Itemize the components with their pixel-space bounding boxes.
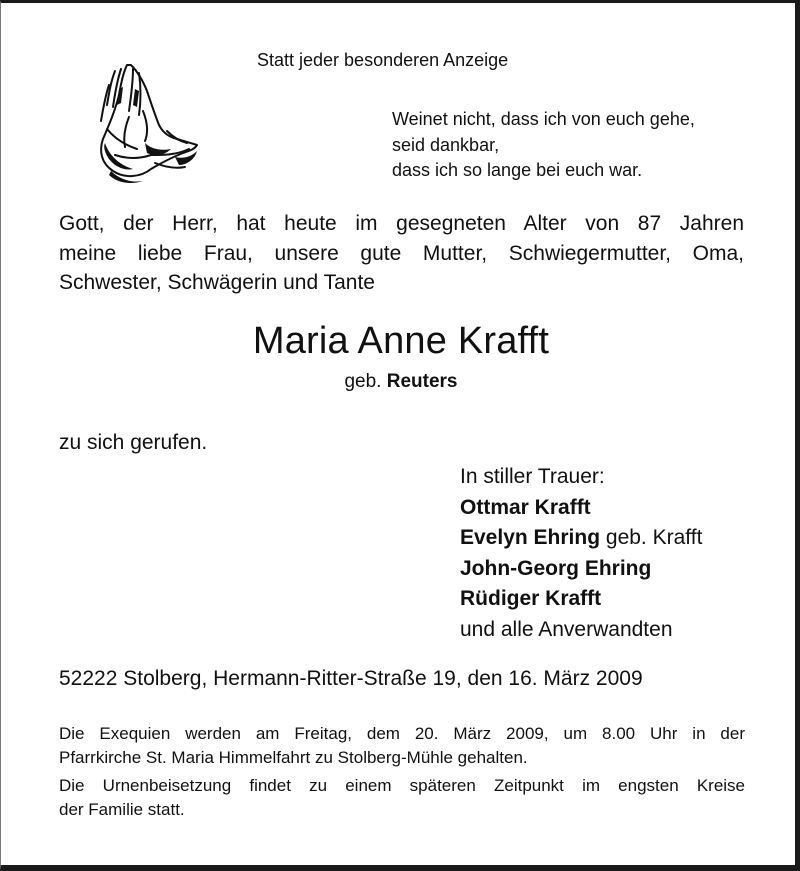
urn-line: der Familie statt. (59, 800, 185, 819)
mourning-heading: In stiller Trauer: (460, 465, 605, 488)
poem (392, 107, 695, 184)
mourner-name: Ottmar Krafft (460, 495, 591, 519)
mourner (460, 523, 702, 554)
relatives-line: und alle Anverwandten (460, 617, 673, 641)
headline: Statt jeder besonderen Anzeige (257, 50, 509, 70)
mourner (460, 493, 702, 524)
place-and-date: 52222 Stolberg, Hermann-Ritter-Straße 19, den 16. März 2009 (59, 667, 643, 690)
exequies-line: Pfarrkirche St. Maria Himmelfahrt zu Stolberg-Mühle gehalten. (59, 748, 528, 767)
birth-prefix: geb. (344, 371, 382, 392)
mourner (460, 584, 702, 615)
mourner-name: Evelyn Ehring (460, 526, 601, 549)
deceased-name: Maria Anne Krafft (252, 320, 550, 362)
birth-name: Reuters (386, 371, 458, 392)
poem-line: Weinet nicht, dass ich von euch gehe, (392, 109, 695, 129)
exequies-line: Die Exequien werden am Freitag, dem 20. März 2009, um 8.00 Uhr in der (59, 724, 745, 743)
called-home-text: zu sich gerufen. (59, 431, 208, 454)
intro-line: meine liebe Frau, unsere gute Mutter, Schwiegermutter, Oma, (59, 241, 744, 265)
intro-paragraph (59, 209, 744, 298)
mourner-name: Rüdiger Krafft (460, 587, 602, 610)
service-notes (59, 722, 745, 822)
mourner-suffix: geb. Krafft (605, 526, 703, 549)
intro-line: Schwester, Schwägerin und Tante (59, 271, 375, 294)
mourner (460, 554, 702, 585)
praying-hands-icon (85, 59, 201, 185)
poem-line: seid dankbar, (392, 134, 500, 155)
birth-name-line (1, 371, 800, 393)
mourners-block (460, 462, 702, 645)
mourner-name: John-Georg Ehring (460, 556, 652, 580)
urn-line: Die Urnenbeisetzung findet zu einem späteren Zeitpunkt im engsten Kreise (59, 776, 745, 795)
poem-line: dass ich so lange bei euch war. (392, 160, 643, 180)
intro-line: Gott, der Herr, hat heute im gesegneten Alter von 87 Jahren (59, 212, 744, 235)
